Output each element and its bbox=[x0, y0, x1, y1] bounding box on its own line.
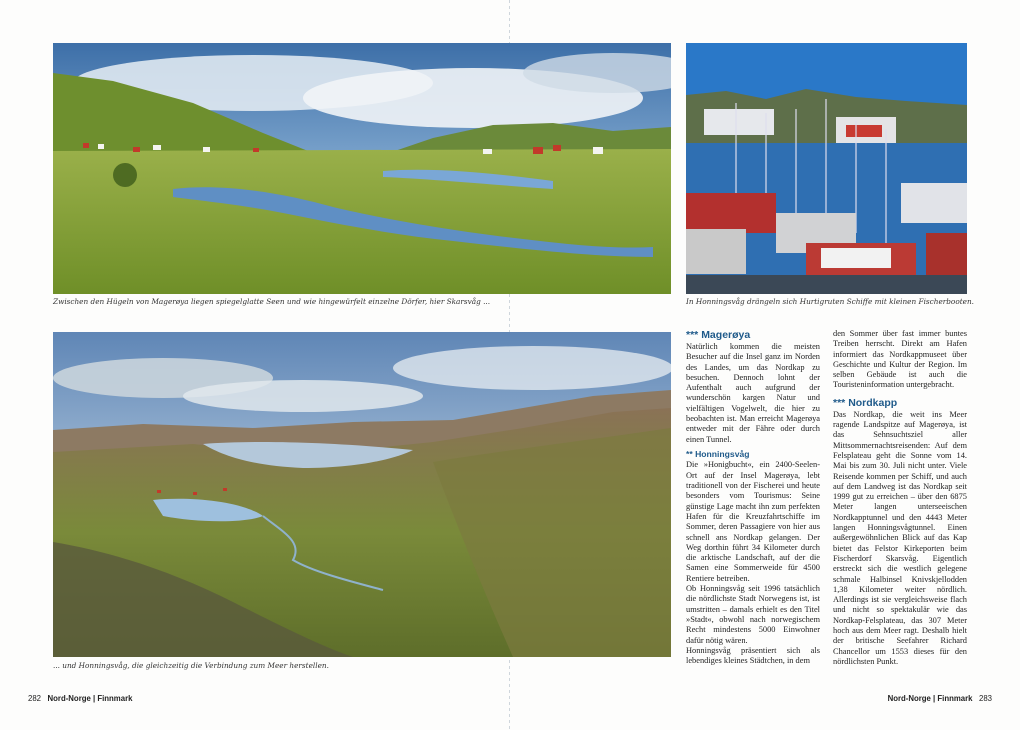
footer-left bbox=[28, 694, 132, 703]
heading-mageroya bbox=[686, 329, 820, 341]
paragraph-nordkapp: Das Nordkap, die weit ins Meer ragende Landspitze auf Magerøya, ist das Sehnsuchtsziel aller Mittsommernachtsreisenden: Auf dem Felsplateau geht die Sonne vom 14. Mai bis zum 30. Juli nicht unter. Viele Reisende kommen per Schiff, und auch auf dem Landweg ist das Nordkap seit 1999 gut zu erreichen – über den 6875 Meter langen unterseeischen Nordkapptunnel und den 4443 Meter langen Honningsvågtunnel. Einen außergewöhnlichen Blick auf das Kap bietet das Felstor Kirkeporten beim Fischerdorf Skarsvåg. Eigentlich erstreckt sich die westlich gelegene schmale Halbinsel Knivskjellodden 1,38 Kilometer weiter nördlich. Allerdings ist sie vergleichsweise flach und nicht so spektakulär wie das Nordkap-Felsplateau, das 307 Meter hoch aus dem Meer ragt. Deshalb hielt der britische Seefahrer Richard Chancellor um 1553 dieses für den nördlichsten Punkt. bbox=[833, 409, 967, 666]
caption-valley: ... und Honningsvåg, die gleichzeitig die Verbindung zum Meer herstellen. bbox=[53, 661, 329, 670]
text-column-1 bbox=[686, 329, 820, 666]
heading-mageroya-text: Magerøya bbox=[701, 329, 751, 341]
photo-honningsvag-valley bbox=[53, 332, 671, 657]
photo-honningsvag-harbor bbox=[686, 43, 967, 294]
paragraph-honningsvag-3: Honningsvåg präsentiert sich als lebendiges kleines Städtchen, in dem bbox=[686, 645, 820, 666]
heading-honningsvag-text: Honningsvåg bbox=[695, 448, 750, 459]
page-number-right: 283 bbox=[978, 694, 992, 703]
heading-nordkapp-text: Nordkapp bbox=[848, 396, 898, 409]
page-number-left: 282 bbox=[28, 694, 42, 703]
heading-honningsvag bbox=[686, 449, 820, 460]
section-title-left: Nord-Norge | Finnmark bbox=[47, 694, 133, 703]
heading-nordkapp bbox=[833, 397, 967, 409]
footer-right bbox=[888, 694, 992, 703]
photo-mageroya-lakes bbox=[53, 43, 671, 294]
text-column-2 bbox=[833, 329, 967, 667]
rating-stars: ** bbox=[686, 448, 693, 459]
paragraph-mageroya: Natürlich kommen die meisten Besucher auf die Insel ganz im Norden des Landes, um das Nordkap zu besuchen. Dennoch lohnt der Aufenthalt auch aufgrund der wunderschön kargen Natur und vielfältigen Vogelwelt, die hier zu beobachten ist. Man erreicht Magerøya entweder mit der Fähre oder durch einen Tunnel. bbox=[686, 342, 820, 444]
paragraph-honningsvag-1: Die »Honigbucht«, ein 2400-Seelen-Ort auf der Insel Magerøya, lebt traditionell von der Fischerei und heute besonders vom Tourismus: Seine günstige Lage macht ihn zum perfekten Hafen für die Kreuzfahrtschiffe im Sommer, deren Passagiere von hier aus schnell ans Nordkap gelangen. Der Weg dorthin führt 34 Kilometer durch die arktische Landschaft, auf der die Samen eine Sommerweide für 4500 Rentiere betreiben. bbox=[686, 460, 820, 583]
caption-harbor: In Honningsvåg drängeln sich Hurtigruten Schiffe mit kleinen Fischerbooten. bbox=[686, 297, 974, 306]
section-title-right: Nord-Norge | Finnmark bbox=[887, 694, 973, 703]
caption-mageroya-lakes: Zwischen den Hügeln von Magerøya liegen spiegelglatte Seen und wie hingewürfelt einzelne Dörfer, hier Skarsvåg ... bbox=[53, 297, 491, 306]
rating-stars: *** bbox=[686, 329, 699, 341]
paragraph-honningsvag-2: Ob Honningsvåg seit 1996 tatsächlich die nördlichste Stadt Norwegens ist, ist umstritten – damals erhielt es den Titel »Stadt«, obwohl nach norwegischem Recht mindestens 5000 Einwohner dafür nötig wären. bbox=[686, 584, 820, 645]
paragraph-honningsvag-cont: den Sommer über fast immer buntes Treiben herrscht. Direkt am Hafen informiert das Nordkappmuseet über Geschichte und Kultur der Region. Im selben Gebäude ist auch die Touristeninformation untergebracht. bbox=[833, 329, 967, 390]
rating-stars: *** bbox=[833, 396, 846, 409]
